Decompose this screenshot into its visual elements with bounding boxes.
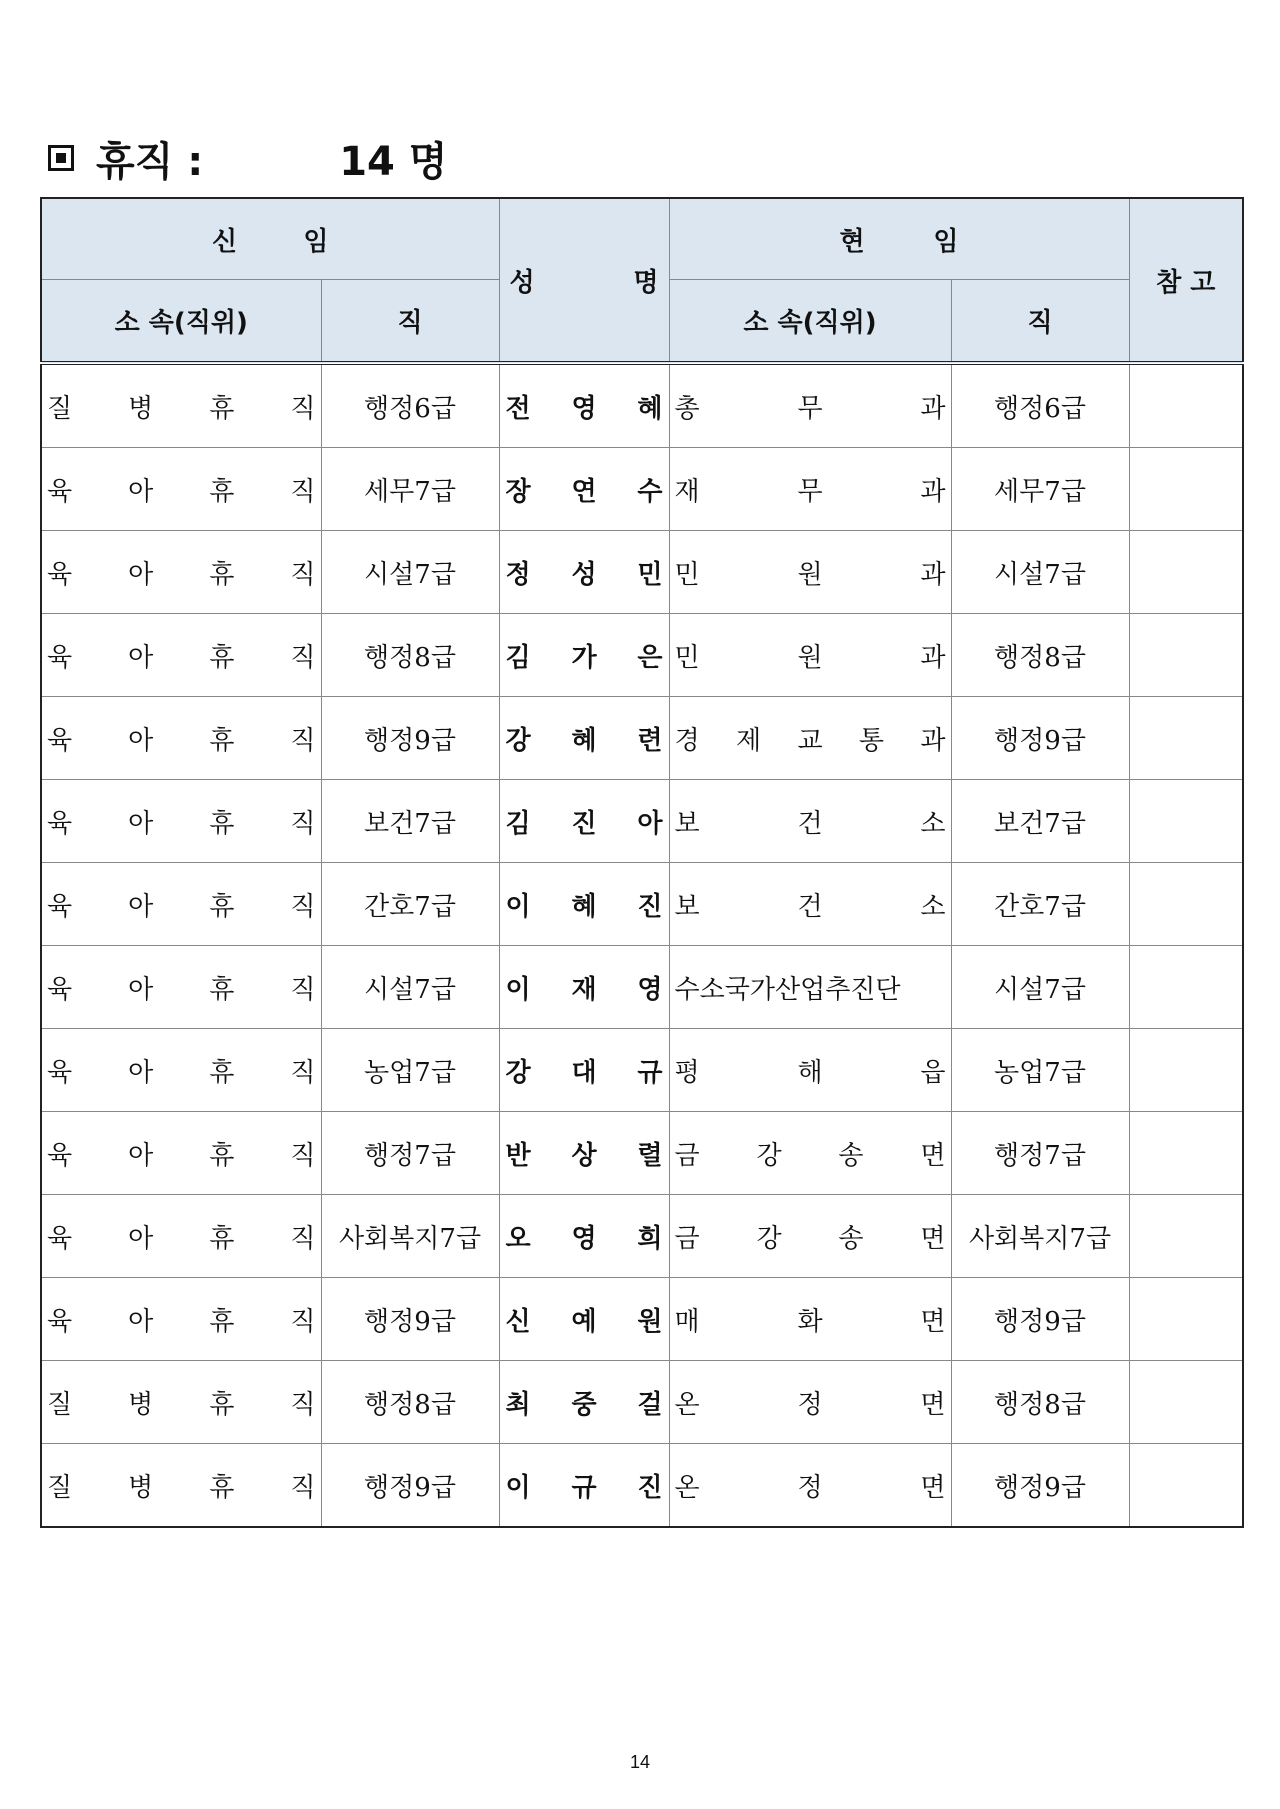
new-rank-cell: 행정9급 <box>321 697 499 780</box>
table-row <box>41 1195 1243 1278</box>
leave-type-cell <box>41 780 321 863</box>
leave-type-cell <box>41 1361 321 1444</box>
spread-text: 육 아 휴 직 <box>47 725 316 756</box>
current-dept-cell <box>669 448 951 531</box>
leave-roster-table <box>40 197 1244 1528</box>
note-cell <box>1129 1444 1243 1528</box>
current-dept-cell <box>669 614 951 697</box>
current-rank-cell: 사회복지7급 <box>951 1195 1129 1278</box>
page-number: 14 <box>629 1752 651 1772</box>
employee-name-cell <box>499 946 669 1029</box>
spread-text: 정 성 민 <box>505 559 663 590</box>
spread-text: 김 진 아 <box>505 808 663 839</box>
roster-body <box>41 363 1243 1527</box>
employee-name-cell <box>499 1444 669 1528</box>
employee-name-cell <box>499 863 669 946</box>
header-note: 참 고 <box>1129 198 1243 363</box>
table-row <box>41 531 1243 614</box>
new-rank-cell: 행정8급 <box>321 614 499 697</box>
note-cell <box>1129 448 1243 531</box>
spread-text: 현 임 <box>839 226 959 257</box>
filled-square-icon <box>48 145 74 171</box>
current-rank-cell: 행정7급 <box>951 1112 1129 1195</box>
table-row <box>41 1361 1243 1444</box>
header-new-assignment <box>41 198 499 280</box>
current-dept-cell <box>669 1112 951 1195</box>
employee-name-cell <box>499 448 669 531</box>
note-cell <box>1129 946 1243 1029</box>
table-row <box>41 863 1243 946</box>
spread-text: 질 병 휴 직 <box>47 1389 316 1420</box>
spread-text: 강 대 규 <box>505 1057 663 1088</box>
current-dept-cell <box>669 1029 951 1112</box>
employee-name-cell <box>499 1029 669 1112</box>
current-rank-cell: 시설7급 <box>951 531 1129 614</box>
current-rank-cell: 간호7급 <box>951 863 1129 946</box>
new-rank-cell: 행정9급 <box>321 1444 499 1528</box>
spread-text: 민 원 과 <box>674 642 946 673</box>
employee-name-cell <box>499 1195 669 1278</box>
header-name <box>499 198 669 363</box>
employee-name-cell <box>499 1278 669 1361</box>
spread-text: 총 무 과 <box>674 393 946 424</box>
spread-text: 보 건 소 <box>674 891 946 922</box>
new-rank-cell: 세무7급 <box>321 448 499 531</box>
spread-text: 민 원 과 <box>674 559 946 590</box>
leave-type-cell <box>41 614 321 697</box>
current-rank-cell: 행정8급 <box>951 1361 1129 1444</box>
employee-name-cell <box>499 780 669 863</box>
current-dept-cell <box>669 946 951 1029</box>
current-dept-cell <box>669 1195 951 1278</box>
table-row <box>41 1112 1243 1195</box>
leave-type-cell <box>41 448 321 531</box>
note-cell <box>1129 363 1243 448</box>
spread-text: 최 중 걸 <box>505 1389 663 1420</box>
spread-text: 성 명 <box>509 267 659 298</box>
leave-type-cell <box>41 697 321 780</box>
new-rank-cell: 보건7급 <box>321 780 499 863</box>
table-row <box>41 946 1243 1029</box>
current-dept-cell <box>669 531 951 614</box>
spread-text: 육 아 휴 직 <box>47 476 316 507</box>
new-rank-cell: 시설7급 <box>321 531 499 614</box>
section-label: 휴직 : <box>96 138 204 185</box>
spread-text: 질 병 휴 직 <box>47 393 316 424</box>
note-cell <box>1129 863 1243 946</box>
leave-type-cell <box>41 531 321 614</box>
header-current-assignment <box>669 198 1129 280</box>
leave-type-cell <box>41 1112 321 1195</box>
leave-type-cell <box>41 1278 321 1361</box>
spread-text: 반 상 렬 <box>505 1140 663 1171</box>
spread-text: 신 임 <box>212 226 329 257</box>
spread-text: 수소국가산업추진단 <box>674 974 901 1005</box>
current-dept-cell <box>669 1278 951 1361</box>
current-rank-cell: 행정8급 <box>951 614 1129 697</box>
spread-text: 장 연 수 <box>505 476 663 507</box>
spread-text: 육 아 휴 직 <box>47 559 316 590</box>
spread-text: 금 강 송 면 <box>674 1140 946 1171</box>
employee-name-cell <box>499 614 669 697</box>
current-dept-cell <box>669 363 951 448</box>
table-row <box>41 448 1243 531</box>
spread-text: 전 영 혜 <box>505 393 663 424</box>
note-cell <box>1129 1195 1243 1278</box>
current-rank-cell: 보건7급 <box>951 780 1129 863</box>
current-rank-cell: 행정9급 <box>951 1444 1129 1528</box>
spread-text: 육 아 휴 직 <box>47 808 316 839</box>
current-rank-cell: 행정9급 <box>951 1278 1129 1361</box>
table-row <box>41 1278 1243 1361</box>
leave-type-cell <box>41 946 321 1029</box>
spread-text: 보 건 소 <box>674 808 946 839</box>
spread-text: 이 규 진 <box>505 1472 663 1503</box>
current-rank-cell: 시설7급 <box>951 946 1129 1029</box>
current-rank-cell: 행정9급 <box>951 697 1129 780</box>
spread-text: 신 예 원 <box>505 1306 663 1337</box>
current-rank-cell: 세무7급 <box>951 448 1129 531</box>
spread-text: 육 아 휴 직 <box>47 974 316 1005</box>
spread-text: 이 혜 진 <box>505 891 663 922</box>
spread-text: 재 무 과 <box>674 476 946 507</box>
table-row <box>41 614 1243 697</box>
table-row <box>41 1444 1243 1528</box>
current-dept-cell <box>669 780 951 863</box>
current-dept-cell <box>669 1361 951 1444</box>
spread-text: 매 화 면 <box>674 1306 946 1337</box>
current-dept-cell <box>669 863 951 946</box>
employee-name-cell <box>499 363 669 448</box>
spread-text: 육 아 휴 직 <box>47 642 316 673</box>
table-row <box>41 1029 1243 1112</box>
current-dept-cell <box>669 1444 951 1528</box>
current-rank-cell: 농업7급 <box>951 1029 1129 1112</box>
header-new-rank: 직 <box>321 280 499 364</box>
header-new-dept: 소 속(직위) <box>41 280 321 364</box>
spread-text: 육 아 휴 직 <box>47 1057 316 1088</box>
section-count: 14 명 <box>339 138 448 185</box>
employee-name-cell <box>499 1361 669 1444</box>
new-rank-cell: 시설7급 <box>321 946 499 1029</box>
spread-text: 육 아 휴 직 <box>47 1223 316 1254</box>
leave-type-cell <box>41 1444 321 1528</box>
table-row <box>41 780 1243 863</box>
spread-text: 경 제 교 통 과 <box>674 725 946 756</box>
header-current-rank: 직 <box>951 280 1129 364</box>
leave-type-cell <box>41 363 321 448</box>
note-cell <box>1129 1278 1243 1361</box>
leave-type-cell <box>41 1029 321 1112</box>
employee-name-cell <box>499 1112 669 1195</box>
note-cell <box>1129 531 1243 614</box>
note-cell <box>1129 1029 1243 1112</box>
new-rank-cell: 행정6급 <box>321 363 499 448</box>
section-title <box>48 128 447 188</box>
new-rank-cell: 농업7급 <box>321 1029 499 1112</box>
spread-text: 온 정 면 <box>674 1472 946 1503</box>
note-cell <box>1129 1112 1243 1195</box>
leave-type-cell <box>41 1195 321 1278</box>
spread-text: 질 병 휴 직 <box>47 1472 316 1503</box>
new-rank-cell: 사회복지7급 <box>321 1195 499 1278</box>
note-cell <box>1129 1361 1243 1444</box>
new-rank-cell: 간호7급 <box>321 863 499 946</box>
new-rank-cell: 행정9급 <box>321 1278 499 1361</box>
current-rank-cell: 행정6급 <box>951 363 1129 448</box>
table-row <box>41 697 1243 780</box>
spread-text: 강 혜 련 <box>505 725 663 756</box>
spread-text: 육 아 휴 직 <box>47 1140 316 1171</box>
table-row <box>41 363 1243 448</box>
leave-type-cell <box>41 863 321 946</box>
employee-name-cell <box>499 697 669 780</box>
spread-text: 금 강 송 면 <box>674 1223 946 1254</box>
spread-text: 김 가 은 <box>505 642 663 673</box>
spread-text: 이 재 영 <box>505 974 663 1005</box>
note-cell <box>1129 780 1243 863</box>
spread-text: 오 영 희 <box>505 1223 663 1254</box>
spread-text: 육 아 휴 직 <box>47 891 316 922</box>
spread-text: 온 정 면 <box>674 1389 946 1420</box>
header-current-dept: 소 속(직위) <box>669 280 951 364</box>
note-cell <box>1129 697 1243 780</box>
new-rank-cell: 행정8급 <box>321 1361 499 1444</box>
spread-text: 평 해 읍 <box>674 1057 946 1088</box>
current-dept-cell <box>669 697 951 780</box>
spread-text: 육 아 휴 직 <box>47 1306 316 1337</box>
employee-name-cell <box>499 531 669 614</box>
new-rank-cell: 행정7급 <box>321 1112 499 1195</box>
note-cell <box>1129 614 1243 697</box>
